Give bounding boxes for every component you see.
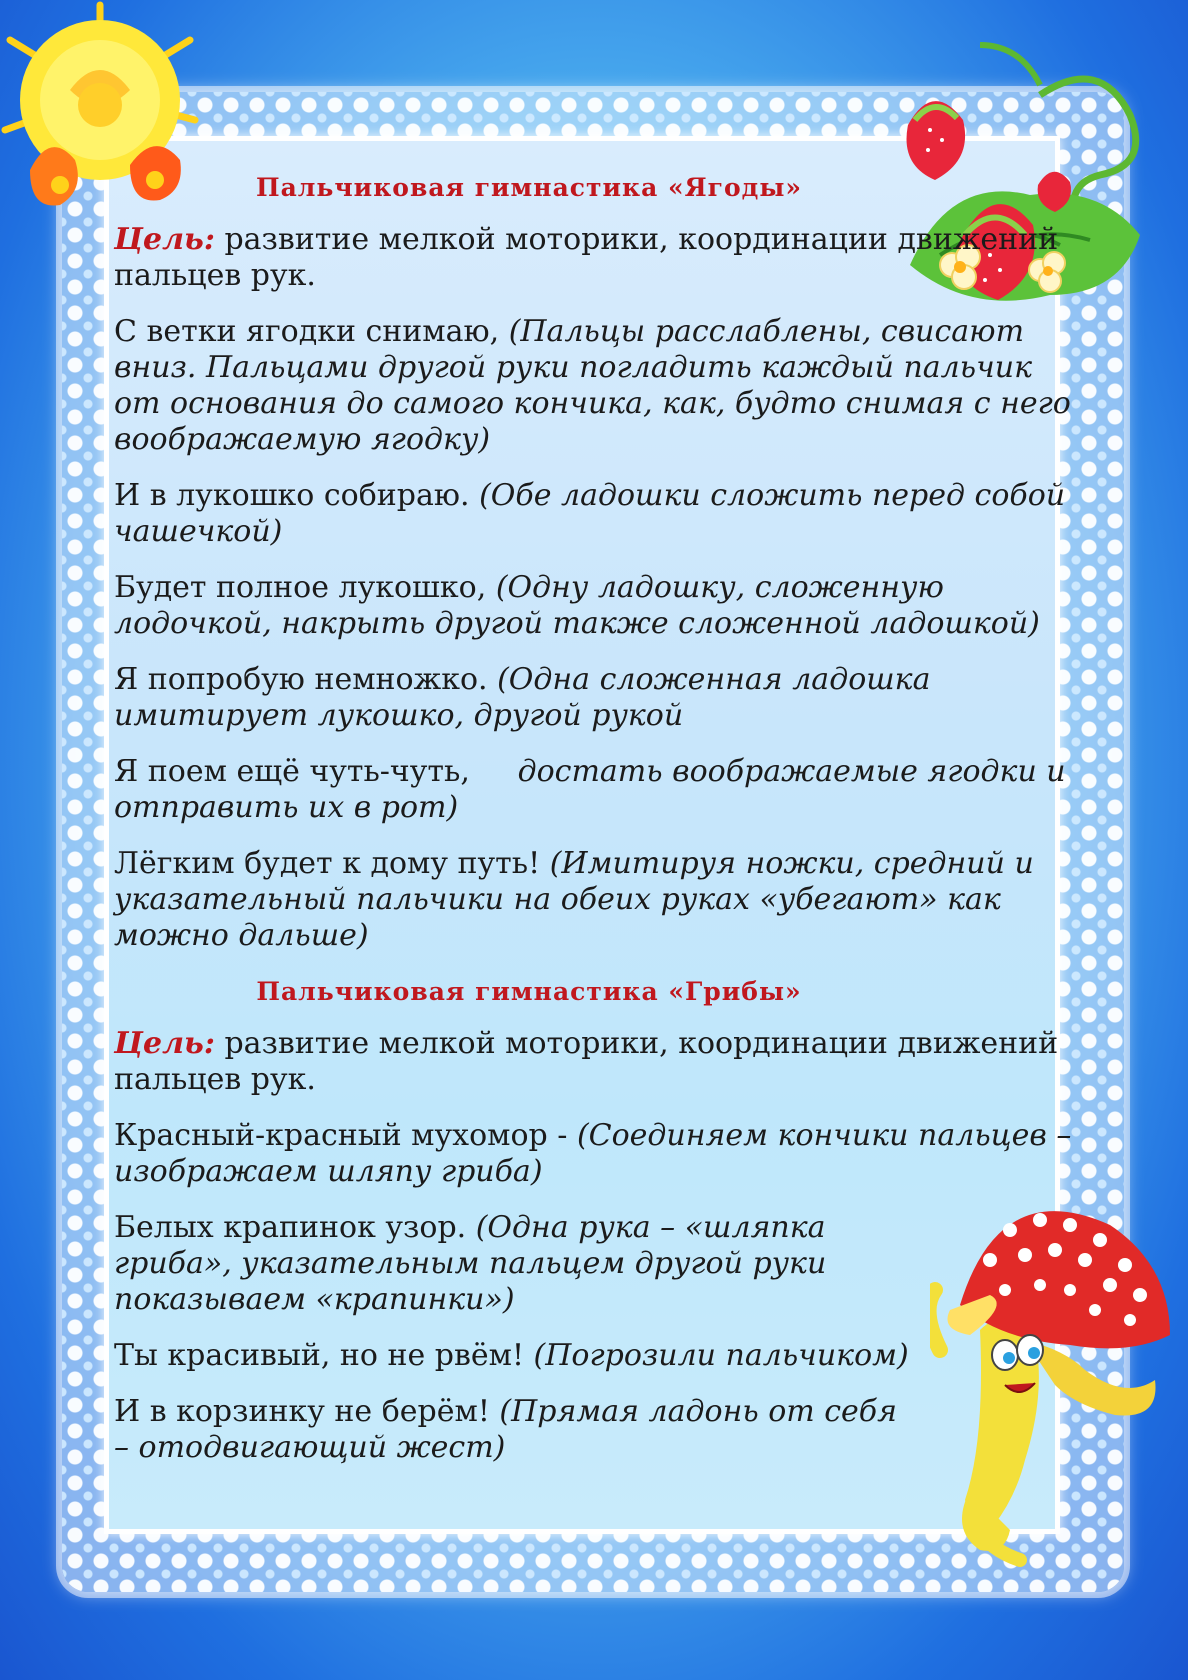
goal-paragraph bbox=[114, 1026, 1074, 1098]
rhyme-text: Красный-красный мухомор - bbox=[114, 1118, 577, 1153]
rhyme-text: Я поем ещё чуть-чуть, bbox=[114, 754, 518, 789]
rhyme-text: С ветки ягодки снимаю, bbox=[114, 314, 509, 349]
rhyme-text: Ты красивый, но не рвём! bbox=[114, 1338, 534, 1373]
rhyme-note: (Одна сложенная ладошка имитирует лукошко, другой рукой bbox=[114, 662, 931, 733]
rhyme-text: Я попробую немножко. bbox=[114, 662, 498, 697]
document-content bbox=[114, 160, 1074, 1486]
section-title-berries: Пальчиковая гимнастика «Ягоды» bbox=[255, 173, 802, 202]
rhyme-note: (Соединяем кончики пальцев – изображаем шляпу гриба) bbox=[114, 1118, 1072, 1189]
rhyme-note: (Пальцы расслаблены, свисают вниз. Пальцами другой руки погладить каждый пальчик от основания до самого кончика, как, будто снимая с него воображаемую ягодку) bbox=[114, 314, 1071, 457]
rhyme-line bbox=[114, 478, 1074, 550]
rhyme-note: (Прямая ладонь от себя – отодвигающий жест) bbox=[114, 1394, 897, 1465]
goal-text: развитие мелкой моторики, координации движений пальцев рук. bbox=[114, 222, 1059, 293]
rhyme-note: (Имитируя ножки, средний и указательный пальчики на обеих руках «убегают» как можно дальше) bbox=[114, 846, 1034, 953]
rhyme-line bbox=[114, 314, 1074, 458]
goal-label: Цель: bbox=[114, 1026, 215, 1061]
rhyme-note: (Одна рука – «шляпка гриба», указательным пальцем другой руки показываем «крапинки») bbox=[114, 1210, 827, 1317]
rhyme-text: Лёгким будет к дому путь! bbox=[114, 846, 550, 881]
goal-label: Цель: bbox=[114, 222, 215, 257]
goal-text: развитие мелкой моторики, координации движений пальцев рук. bbox=[114, 1026, 1059, 1097]
rhyme-line bbox=[114, 846, 1074, 954]
rhyme-line bbox=[114, 662, 1074, 734]
rhyme-note: (Обе ладошки сложить перед собой чашечкой) bbox=[114, 478, 1066, 549]
rhyme-line bbox=[114, 754, 1074, 826]
goal-paragraph bbox=[114, 222, 1074, 294]
section-title-mushrooms: Пальчиковая гимнастика «Грибы» bbox=[256, 977, 802, 1006]
rhyme-line bbox=[114, 1338, 1074, 1374]
rhyme-line bbox=[114, 1394, 1074, 1466]
rhyme-line bbox=[114, 1118, 1074, 1190]
rhyme-line bbox=[114, 1210, 1074, 1318]
rhyme-text: Белых крапинок узор. bbox=[114, 1210, 476, 1245]
rhyme-note: (Одну ладошку, сложенную лодочкой, накрыть другой также сложенной ладошкой) bbox=[114, 570, 1040, 641]
rhyme-note: (Погрозили пальчиком) bbox=[533, 1338, 909, 1373]
rhyme-line bbox=[114, 570, 1074, 642]
rhyme-text: И в лукошко собираю. bbox=[114, 478, 480, 513]
rhyme-text: И в корзинку не берём! bbox=[114, 1394, 500, 1429]
rhyme-text: Будет полное лукошко, bbox=[114, 570, 496, 605]
rhyme-note: достать воображаемые ягодки и отправить их в рот) bbox=[114, 754, 1066, 825]
